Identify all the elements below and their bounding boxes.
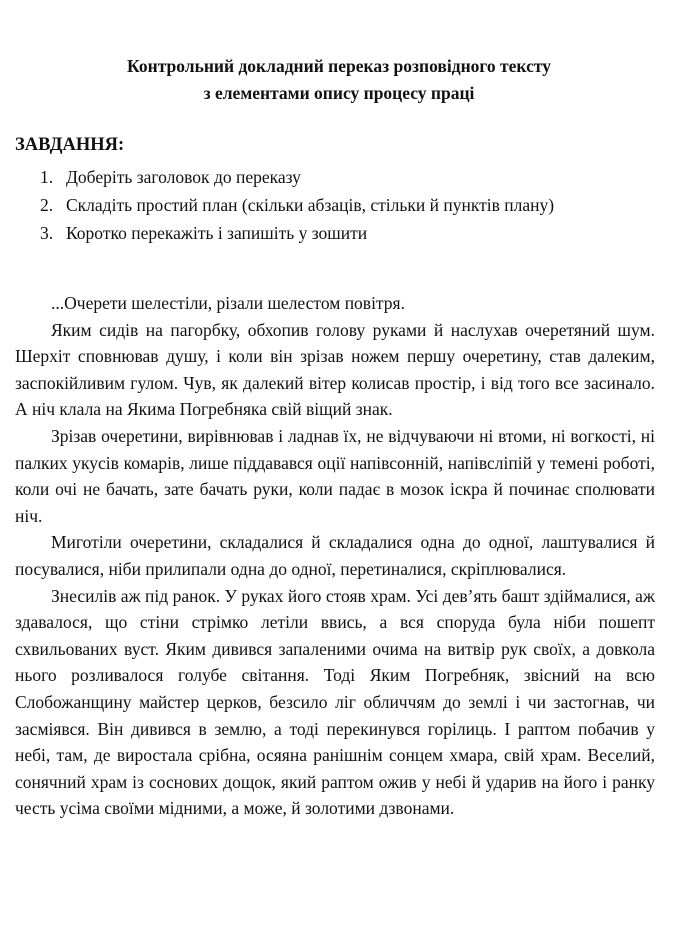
story-paragraph: ...Очерети шелестіли, різали шелестом повітря. (51, 293, 405, 313)
task-item (40, 191, 554, 219)
document-title-line-1: Контрольний докладний переказ розповідного тексту (127, 56, 551, 76)
task-list (40, 163, 554, 247)
story-paragraph: Зрізав очеретини, вирівнював і ладнав їх, не відчуваючи ні втоми, ні вогкості, ні палких укусів комарів, лише піддавався оції напівсонній, напівсліпій у темені роботі, коли очі не бачать, зате бачать руки, коли падає в мозок іскра й починає сполювати ніч. (15, 425, 655, 526)
task-text: Доберіть заголовок до переказу (66, 167, 301, 187)
story-paragraph: Знесилів аж під ранок. У руках його стояв храм. Усі дев’ять башт здіймалися, аж здавалося, що стіни стрімко летіли ввись, а вся споруда була ніби пошепт схвильованих вуст. Яким дивився запаленими очима на витвір рук своїх, а довкола нього розливалося голубе світання. Тоді Яким Погребняк, звісний на всю Слобожанщину майстер церков, безсило ліг обличчям до землі і чи застогнав, чи засміявся. Він дивився в землю, а тоді перекинувся горілиць. І раптом побачив у небі, там, де виростала срібна, осяяна ранішнім сонцем хмара, свій храм. Веселий, сонячний храм із соснових дощок, який раптом ожив у небі й ударив на його і ранку честь усіма своїми мідними, а може, й золотими дзвонами. (15, 585, 655, 819)
task-number: 1. (40, 167, 54, 187)
task-item (40, 219, 554, 247)
task-number: 3. (40, 223, 54, 243)
story-text (15, 290, 655, 822)
story-paragraph: Яким сидів на пагорбку, обхопив голову руками й наслухав очеретяний шум. Шерхіт сповнював душу, і коли він зрізав ножем першу очеретину, став далеким, заспокійливим гулом. Чув, як далекий вітер колисав простір, і від того все засинало. А ніч клала на Якима Погребняка свій віщий знак. (15, 319, 655, 420)
task-text: Складіть простий план (скільки абзаців, стільки й пунктів плану) (66, 195, 555, 215)
task-text: Коротко перекажіть і запишіть у зошити (66, 223, 368, 243)
document-title-line-2: з елементами опису процесу праці (203, 83, 475, 103)
tasks-heading: ЗАВДАННЯ: (15, 135, 125, 155)
task-number: 2. (40, 195, 54, 215)
story-paragraph: Миготіли очеретини, складалися й складалися одна до одної, лаштувалися й посувалися, ніби прилипали одна до одної, перетиналися, скріплювалися. (15, 532, 655, 579)
task-item (40, 163, 554, 191)
